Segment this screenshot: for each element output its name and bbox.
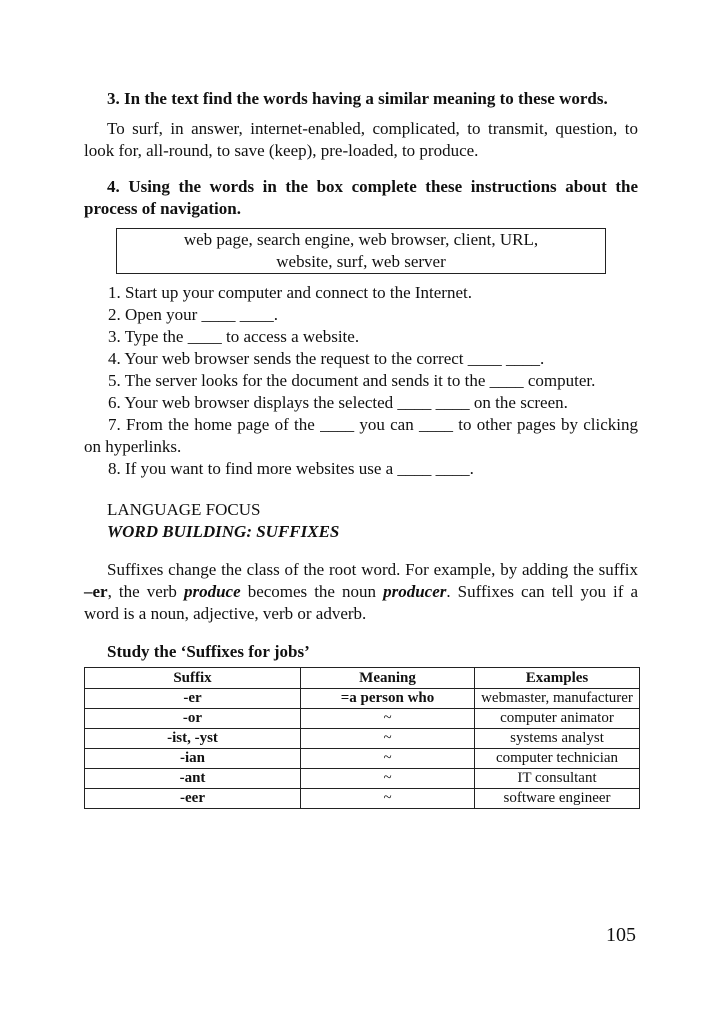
step-text: Your web browser displays the selected ____ ____ on the screen. bbox=[124, 393, 568, 412]
step-number: 3. bbox=[108, 327, 121, 346]
suffix-cell: -er bbox=[85, 689, 301, 709]
language-focus-section bbox=[84, 499, 638, 543]
step-text: Type the ____ to access a website. bbox=[124, 327, 360, 346]
table-row bbox=[85, 689, 640, 709]
table-row bbox=[85, 789, 640, 809]
step-2 bbox=[84, 304, 638, 326]
examples-cell: IT consultant bbox=[475, 769, 640, 789]
step-text: Start up your computer and connect to the Internet. bbox=[125, 283, 472, 302]
examples-cell: systems analyst bbox=[475, 729, 640, 749]
noun-example: producer bbox=[383, 582, 447, 601]
suffix-cell: -ist, -yst bbox=[85, 729, 301, 749]
table-row bbox=[85, 729, 640, 749]
step-4 bbox=[84, 348, 638, 370]
table-row bbox=[85, 749, 640, 769]
language-focus-subtitle: WORD BUILDING: SUFFIXES bbox=[107, 522, 340, 541]
suffix-paragraph bbox=[84, 559, 638, 625]
step-7 bbox=[84, 414, 638, 458]
step-text: Open your ____ ____. bbox=[125, 305, 278, 324]
step-8 bbox=[84, 458, 638, 480]
step-5 bbox=[84, 370, 638, 392]
examples-cell: software engineer bbox=[475, 789, 640, 809]
word-box-line-2: website, surf, web server bbox=[276, 252, 446, 271]
suffix-cell: -or bbox=[85, 709, 301, 729]
suffix-paragraph-part: . Suffixes can tell you if a word is a noun, adjective, verb or adverb. bbox=[84, 582, 638, 623]
step-number: 8. bbox=[108, 459, 121, 478]
word-box bbox=[116, 228, 606, 274]
step-text: Your web browser sends the request to the correct ____ ____. bbox=[124, 349, 545, 368]
study-heading: Study the ‘Suffixes for jobs’ bbox=[107, 642, 310, 661]
meaning-cell: =a person who bbox=[301, 689, 475, 709]
suffix-paragraph-part: Suffixes change the class of the root word. For example, by adding the suffix bbox=[107, 560, 638, 579]
step-1 bbox=[84, 282, 638, 304]
meaning-cell: ~ bbox=[301, 789, 475, 809]
suffix-paragraph-part: , the verb bbox=[107, 582, 184, 601]
step-number: 5. bbox=[108, 371, 121, 390]
step-number: 2. bbox=[108, 305, 121, 324]
step-number: 6. bbox=[108, 393, 121, 412]
word-box-line-1: web page, search engine, web browser, client, URL, bbox=[183, 230, 539, 249]
step-number: 4. bbox=[108, 349, 121, 368]
table-row bbox=[85, 709, 640, 729]
suffix-cell: -ian bbox=[85, 749, 301, 769]
examples-cell: computer animator bbox=[475, 709, 640, 729]
table-header-row bbox=[85, 668, 640, 689]
textbook-page bbox=[84, 88, 638, 809]
step-text: If you want to find more websites use a ____ ____. bbox=[125, 459, 474, 478]
suffix-paragraph-part: becomes the noun bbox=[240, 582, 384, 601]
meaning-cell: ~ bbox=[301, 729, 475, 749]
exercise-3-text: To surf, in answer, internet-enabled, complicated, to transmit, question, to look for, all-round, to save (keep), pre-loaded, to produce. bbox=[84, 119, 638, 160]
column-header-suffix: Suffix bbox=[85, 668, 301, 689]
table-row bbox=[85, 769, 640, 789]
examples-cell: webmaster, manufacturer bbox=[475, 689, 640, 709]
exercise-4-heading: 4. Using the words in the box complete these instructions about the process of navigation. bbox=[84, 177, 638, 218]
meaning-cell: ~ bbox=[301, 749, 475, 769]
examples-cell: computer technician bbox=[475, 749, 640, 769]
suffix-example: –er bbox=[84, 582, 108, 601]
column-header-examples: Examples bbox=[475, 668, 640, 689]
column-header-meaning: Meaning bbox=[301, 668, 475, 689]
step-3 bbox=[84, 326, 638, 348]
step-text: From the home page of the ____ you can ____ to other pages by clicking on hyperlinks. bbox=[84, 415, 639, 456]
language-focus-title: LANGUAGE FOCUS bbox=[107, 500, 261, 519]
meaning-cell: ~ bbox=[301, 769, 475, 789]
suffix-table bbox=[84, 667, 640, 809]
step-text: The server looks for the document and sends it to the ____ computer. bbox=[124, 371, 596, 390]
step-number: 1. bbox=[108, 283, 121, 302]
suffix-cell: -eer bbox=[85, 789, 301, 809]
meaning-cell: ~ bbox=[301, 709, 475, 729]
step-number: 7. bbox=[108, 415, 121, 434]
suffix-cell: -ant bbox=[85, 769, 301, 789]
step-6 bbox=[84, 392, 638, 414]
verb-example: produce bbox=[183, 582, 241, 601]
instruction-steps bbox=[84, 282, 638, 480]
page-number: 105 bbox=[606, 924, 636, 946]
exercise-3-heading: 3. In the text find the words having a similar meaning to these words. bbox=[107, 89, 608, 108]
